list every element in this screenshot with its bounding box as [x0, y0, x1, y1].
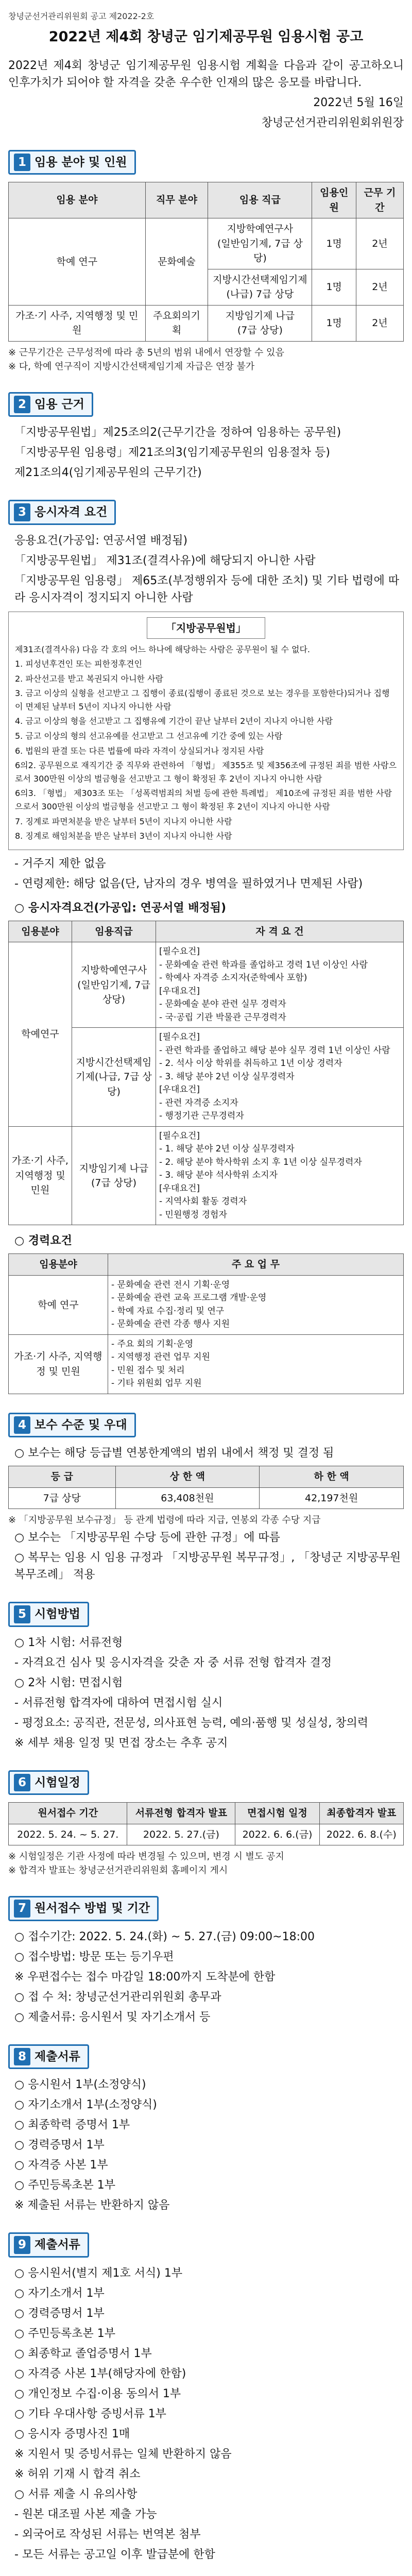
- section-header: [8, 500, 404, 525]
- section-title: 원서접수 방법 및 기간: [35, 1902, 150, 1916]
- list-item: - 서류전형 합격자에 대하여 면접시험 실시: [14, 1696, 223, 1709]
- cell-duty: 주요회의기획: [145, 305, 208, 341]
- duty-item: - 문화예술 관련 교육 프로그램 개발·운영: [111, 1293, 267, 1303]
- notice-org: 창녕군선거관리위원회위원장: [261, 116, 404, 129]
- table-title: ○ 응시자격요건(가공입: 연공서열 배정됨): [14, 901, 227, 914]
- duty-item: - 문화예술 관련 각종 행사 지원: [111, 1319, 230, 1330]
- list-item: 「지방공무원법」제25조의2(근무기간을 정하여 임용하는 공무원): [14, 426, 341, 439]
- list-item: ○ 자기소개서 1부: [14, 2286, 105, 2300]
- section-title: 임용 근거: [35, 397, 84, 411]
- section-title: 응시자격 요건: [35, 505, 108, 519]
- list-item: 「지방공무원 임용령」제21조의3(임기제공무원의 임용절차 등): [14, 446, 330, 459]
- table-row: [9, 218, 404, 269]
- section-header: [8, 1413, 404, 1438]
- list-item: ○ 접수기간: 2022. 5. 24.(화) ~ 5. 27.(금) 09:00~18:00: [14, 1930, 315, 1943]
- law-line: 6. 법원의 판결 또는 다른 법률에 따라 자격이 상실되거나 정지된 사람: [15, 745, 264, 756]
- section-header: [8, 1896, 404, 1921]
- list-item: ○ 응시원서(별지 제1호 서식) 1부: [14, 2266, 183, 2280]
- col-header: 등 급: [9, 1466, 116, 1488]
- note: ※ 다, 학예 연구직이 지방시간선택제임기제 자급은 연장 불가: [8, 361, 255, 372]
- table-row: [9, 1126, 404, 1225]
- law-line: 7. 징계로 파면처분을 받은 날부터 5년이 지나지 아니한 사람: [15, 816, 232, 826]
- section-title: 시험일정: [35, 1775, 80, 1789]
- law-excerpt-box: [8, 612, 404, 850]
- col-header: 임용 분야: [9, 182, 146, 218]
- law-line: 제31조(결격사유) 다음 각 호의 어느 하나에 해당하는 사람은 공무원이 될 수 없다.: [15, 644, 311, 654]
- page-title: 2022년 제4회 창녕군 임기제공무원 임용시험 공고: [48, 29, 364, 45]
- col-header: 임용분야: [9, 1254, 108, 1276]
- section-number: 1: [14, 154, 30, 172]
- col-header: 면접시험 일정: [235, 1803, 319, 1824]
- duty-item: - 민원 접수 및 처리: [111, 1365, 185, 1376]
- section-title: 시험방법: [35, 1607, 80, 1621]
- list-item: ○ 제출서류: 응시원서 및 자기소개서 등: [14, 2010, 211, 2024]
- list-item: ○ 응시원서 1부(소정양식): [14, 2078, 146, 2092]
- list-item: - 거주지 제한 없음: [14, 857, 106, 870]
- cell-requirements: [필수요건] - 1. 해당 분야 2년 이상 실무경력자 - 2. 해당 분야 학사학위 소지 후 1년 이상 실무경력자 - 3. 해당 분야 석사학위 소지자 [우대요건] - 지역사회 활동 경력자 - 민원행정 경험자: [156, 1126, 404, 1225]
- list-item: ○ 자격증 사본 1부(해당자에 한함): [14, 2367, 186, 2380]
- cell-area: 가조·기 사주, 지역행정 및 민원: [9, 1126, 72, 1225]
- section-header: [8, 392, 404, 417]
- list-item: ※ 지원서 및 증빙서류는 일체 반환하지 않음: [14, 2447, 232, 2461]
- cell-upper: 63,408천원: [115, 1487, 260, 1509]
- duty-item: - 기타 위원회 업무 지원: [111, 1378, 202, 1389]
- col-header: 임용직급: [72, 921, 156, 942]
- table-row: [9, 1275, 404, 1334]
- table-row: [9, 1824, 404, 1845]
- cell-period: 2년: [356, 218, 403, 269]
- list-item: ○ 최종학력 증명서 1부: [14, 2119, 130, 2132]
- list-item: ○ 개인정보 수집·이용 동의서 1부: [14, 2387, 181, 2400]
- table-row: [9, 1334, 404, 1394]
- section-header: [8, 1770, 404, 1795]
- cell-grade: 지방임기제 나급(7급 상당): [72, 1126, 156, 1225]
- list-item: ○ 주민등록초본 1부: [14, 2179, 115, 2192]
- list-item: ○ 보수는 해당 등급별 연봉한계액의 범위 내에서 책정 및 결정 됨: [14, 1447, 334, 1460]
- cell-grade: 지방시간선택제임기제(나급, 7급 상당): [72, 1028, 156, 1127]
- cell-area: 학예 연구: [9, 1275, 108, 1334]
- salary-table: [8, 1466, 404, 1509]
- section-header: [8, 1602, 404, 1627]
- col-header: 임용인원: [312, 182, 356, 218]
- col-header: 하 한 액: [260, 1466, 404, 1488]
- table-row: [9, 305, 404, 341]
- section-number: 7: [14, 1900, 30, 1918]
- col-header: 임용분야: [9, 921, 72, 942]
- cell-requirements: [필수요건] - 관련 학과를 졸업하고 해당 분야 실무 경력 1년 이상인 사람 - 2. 석사 이상 학위를 취득하고 1년 이상 경력자 - 3. 해당 분야 2년 이상 실무경력자 [우대요건] - 관련 자격증 소지자 - 행정기관 근무경력자: [156, 1028, 404, 1127]
- col-header: 주 요 업 무: [108, 1254, 404, 1276]
- duty-item: - 지역행정 관련 업무 지원: [111, 1352, 210, 1363]
- law-line: 2. 파산선고를 받고 복권되지 아니한 사람: [15, 673, 163, 684]
- note: ※ 합격자 발표는 창녕군선거관리위원회 홈페이지 게시: [8, 1865, 228, 1876]
- list-item: ○ 보수는 「지방공무원 수당 등에 관한 규정」에 따름: [14, 1531, 280, 1545]
- section-number: 9: [14, 2236, 30, 2254]
- col-header: 상 한 액: [115, 1466, 260, 1488]
- table-row: [9, 942, 404, 1028]
- col-header: 원서접수 기간: [9, 1803, 127, 1824]
- section-title: 제출서류: [35, 2238, 80, 2252]
- law-line: 6의2. 공무원으로 재직기간 중 직무와 관련하여 「형법」 제355조 및 제356조에 규정된 죄를 범한 사람으로서 300만원 이상의 벌금형을 선고받고 그 형이 확정된 후 2년이 지나지 아니한 사람: [15, 760, 397, 784]
- note: ※ 근무기간은 근무성적에 따라 총 5년의 범위 내에서 연장할 수 있음: [8, 347, 284, 358]
- list-item: - 모든 서류는 공고일 이후 발급분에 한함: [14, 2548, 215, 2561]
- law-line: 4. 금고 이상의 형을 선고받고 그 집행유예 기간이 끝난 날부터 2년이 지나지 아니한 사람: [15, 716, 333, 726]
- list-item: ※ 허위 기재 시 합격 취소: [14, 2467, 141, 2481]
- cell-date: 2022. 5. 27.(금): [127, 1824, 235, 1845]
- list-item: - 연령제한: 해당 없음(단, 남자의 경우 병역을 필하였거나 면제된 사람): [14, 877, 363, 890]
- section-number: 5: [14, 1605, 30, 1623]
- cell-grade: 지방학예연구사(일반임기제, 7급 상당): [72, 942, 156, 1028]
- table-row: [9, 1487, 404, 1509]
- cell-date: 2022. 6. 6.(금): [235, 1824, 319, 1845]
- list-item: 제21조의4(임기제공무원의 근무기간): [14, 466, 202, 479]
- duty-item: - 주요 회의 기획·운영: [111, 1338, 194, 1349]
- list-item: ※ 우편접수는 접수 마감일 18:00까지 도착분에 한함: [14, 1970, 276, 1984]
- col-header: 직무 분야: [145, 182, 208, 218]
- list-item: - 외국어로 작성된 서류는 번역본 첨부: [14, 2528, 201, 2541]
- duties-table: [8, 1253, 404, 1394]
- cell-count: 1명: [312, 218, 356, 269]
- col-header: 서류전형 합격자 발표: [127, 1803, 235, 1824]
- table-title: ○ 경력요건: [14, 1234, 72, 1248]
- section-number: 6: [14, 1774, 30, 1792]
- list-item: ○ 경력증명서 1부: [14, 2307, 105, 2320]
- section-number: 4: [14, 1416, 30, 1434]
- list-item: ○ 경력증명서 1부: [14, 2139, 105, 2152]
- cell-period: 2년: [356, 305, 403, 341]
- cell-date: 2022. 5. 24. ~ 5. 27.: [9, 1824, 127, 1845]
- list-item: - 평정요소: 공직관, 전문성, 의사표현 능력, 예의·품행 및 성실성, 창의력: [14, 1716, 369, 1730]
- list-item: ○ 서류 제출 시 유의사항: [14, 2487, 138, 2501]
- list-item: - 원본 대조필 사본 제출 가능: [14, 2507, 157, 2521]
- list-item: ○ 접수방법: 방문 또는 등기우편: [14, 1950, 174, 1963]
- list-item: ○ 접 수 처: 창녕군선거관리위원회 총무과: [14, 1990, 221, 2004]
- list-item: ○ 주민등록초본 1부: [14, 2327, 115, 2340]
- note: ※ 시험일정은 기관 사정에 따라 변경될 수 있으며, 변경 시 별도 공지: [8, 1851, 284, 1862]
- list-item: 응용요건(가공입: 연공서열 배정됨): [14, 534, 188, 547]
- list-item: ○ 최종학교 졸업증명서 1부: [14, 2347, 152, 2360]
- cell-duty: 문화예술: [145, 218, 208, 306]
- schedule-table: [8, 1802, 404, 1845]
- section-number: 3: [14, 503, 30, 521]
- list-item: - 자격요건 심사 및 응시자격을 갖춘 자 중 서류 전형 합격자 결정: [14, 1656, 332, 1669]
- law-line: 8. 징계로 해임처분을 받은 날부터 3년이 지나지 아니한 사람: [15, 831, 232, 841]
- intro-paragraph: 2022년 제4회 창녕군 임기제공무원 임용시험 계획을 다음과 같이 공고하오니 인후가치가 되어야 할 자격을 갖춘 우수한 인재의 많은 응모를 바랍니다.: [8, 59, 404, 89]
- col-header: 근무 기간: [356, 182, 403, 218]
- notice-number: 창녕군선거관리위원회 공고 제2022-2호: [8, 11, 154, 21]
- duty-item: - 학예 자료 수집·정리 및 연구: [111, 1306, 225, 1316]
- cell-requirements: [필수요건] - 문화예술 관련 학과를 졸업하고 경력 1년 이상인 사람 - 학예사 자격증 소지자(준학예사 포함) [우대요건] - 문화예술 분야 관련 실무 경력자 - 국·공립 기관 박물관 근무경력자: [156, 942, 404, 1028]
- note: ※ 「지방공무원 보수규정」 등 관계 법령에 따라 지급, 연봉외 각종 수당 지급: [8, 1515, 321, 1526]
- section-number: 2: [14, 396, 30, 414]
- cell-area: 학예 연구: [9, 218, 146, 306]
- section-title: 임용 분야 및 인원: [35, 155, 127, 169]
- col-header: 자 격 요 건: [156, 921, 404, 942]
- cell-period: 2년: [356, 269, 403, 305]
- law-excerpt-title: 「지방공무원법」: [147, 617, 265, 639]
- cell-grade: 7급 상당: [9, 1487, 116, 1509]
- cell-grade: 지방학예연구사 (일반임기제, 7급 상당): [208, 218, 312, 269]
- list-item: ○ 응시자 증명사진 1매: [14, 2427, 130, 2441]
- cell-count: 1명: [312, 305, 356, 341]
- section-header: [8, 2232, 404, 2258]
- list-item: 「지방공무원 임용령」 제65조(부정행위자 등에 대한 조치) 및 기타 법령에 따라 응시자격이 정지되지 아니한 사람: [14, 574, 400, 604]
- duty-item: - 문화예술 관련 전시 기획·운영: [111, 1279, 230, 1290]
- cell-area: 가조·기 사주, 지역행정 및 민원: [9, 1334, 108, 1394]
- law-line: 5. 금고 이상의 형의 선고유예를 선고받고 그 선고유예 기간 중에 있는 사람: [15, 731, 283, 741]
- section-header: [8, 2044, 404, 2070]
- section-number: 8: [14, 2048, 30, 2066]
- law-line: 3. 금고 이상의 실형을 선고받고 그 집행이 종료(집행이 종료된 것으로 보는 경우를 포함한다)되거나 집행이 면제된 날부터 5년이 지나지 아니한 사람: [15, 688, 390, 711]
- list-item: ※ 제출된 서류는 반환하지 않음: [14, 2199, 170, 2212]
- cell-area: 가조·기 사주, 지역행정 및 민원: [9, 305, 146, 341]
- cell-date: 2022. 6. 8.(수): [319, 1824, 403, 1845]
- cell-area: 학예연구: [9, 942, 72, 1127]
- list-item: ○ 자기소개서 1부(소정양식): [14, 2098, 157, 2112]
- list-item: ○ 2차 시험: 면접시험: [14, 1676, 123, 1689]
- law-line: 6의3. 「형법」 제303조 또는 「성폭력범죄의 처벌 등에 관한 특례법」 제10조에 규정된 죄를 범한 사람으로서 300만원 이상의 벌금형을 선고받고 그 형이 확정된 후 2년이 지나지 아니한 사람: [15, 788, 392, 812]
- law-line: 1. 피성년후견인 또는 피한정후견인: [15, 659, 142, 669]
- list-item: ○ 1차 시험: 서류전형: [14, 1636, 123, 1649]
- list-item: ○ 복무는 임용 시 임용 규정과 「지방공무원 복무규정」, 「창녕군 지방공무원 복무조례」 적용: [14, 1551, 401, 1582]
- list-item: ○ 자격증 사본 1부: [14, 2159, 108, 2172]
- requirements-table: [8, 921, 404, 1226]
- list-item: ○ 기타 우대사항 증빙서류 1부: [14, 2407, 166, 2420]
- list-item: 「지방공무원법」 제31조(결격사유)에 해당되지 아니한 사람: [14, 554, 316, 567]
- notice-date: 2022년 5월 16일: [313, 96, 404, 109]
- section-header: [8, 150, 404, 175]
- cell-grade: 지방시간선택제임기제 (나급) 7급 상당: [208, 269, 312, 305]
- col-header: 임용 직급: [208, 182, 312, 218]
- section-title: 보수 수준 및 우대: [35, 1418, 127, 1432]
- cell-lower: 42,197천원: [260, 1487, 404, 1509]
- list-item: ※ 세부 채용 일정 및 면접 장소는 추후 공지: [14, 1736, 228, 1750]
- cell-count: 1명: [312, 269, 356, 305]
- positions-table: [8, 182, 404, 342]
- col-header: 최종합격자 발표: [319, 1803, 403, 1824]
- section-title: 제출서류: [35, 2049, 80, 2063]
- cell-grade: 지방임기제 나급 (7급 상당): [208, 305, 312, 341]
